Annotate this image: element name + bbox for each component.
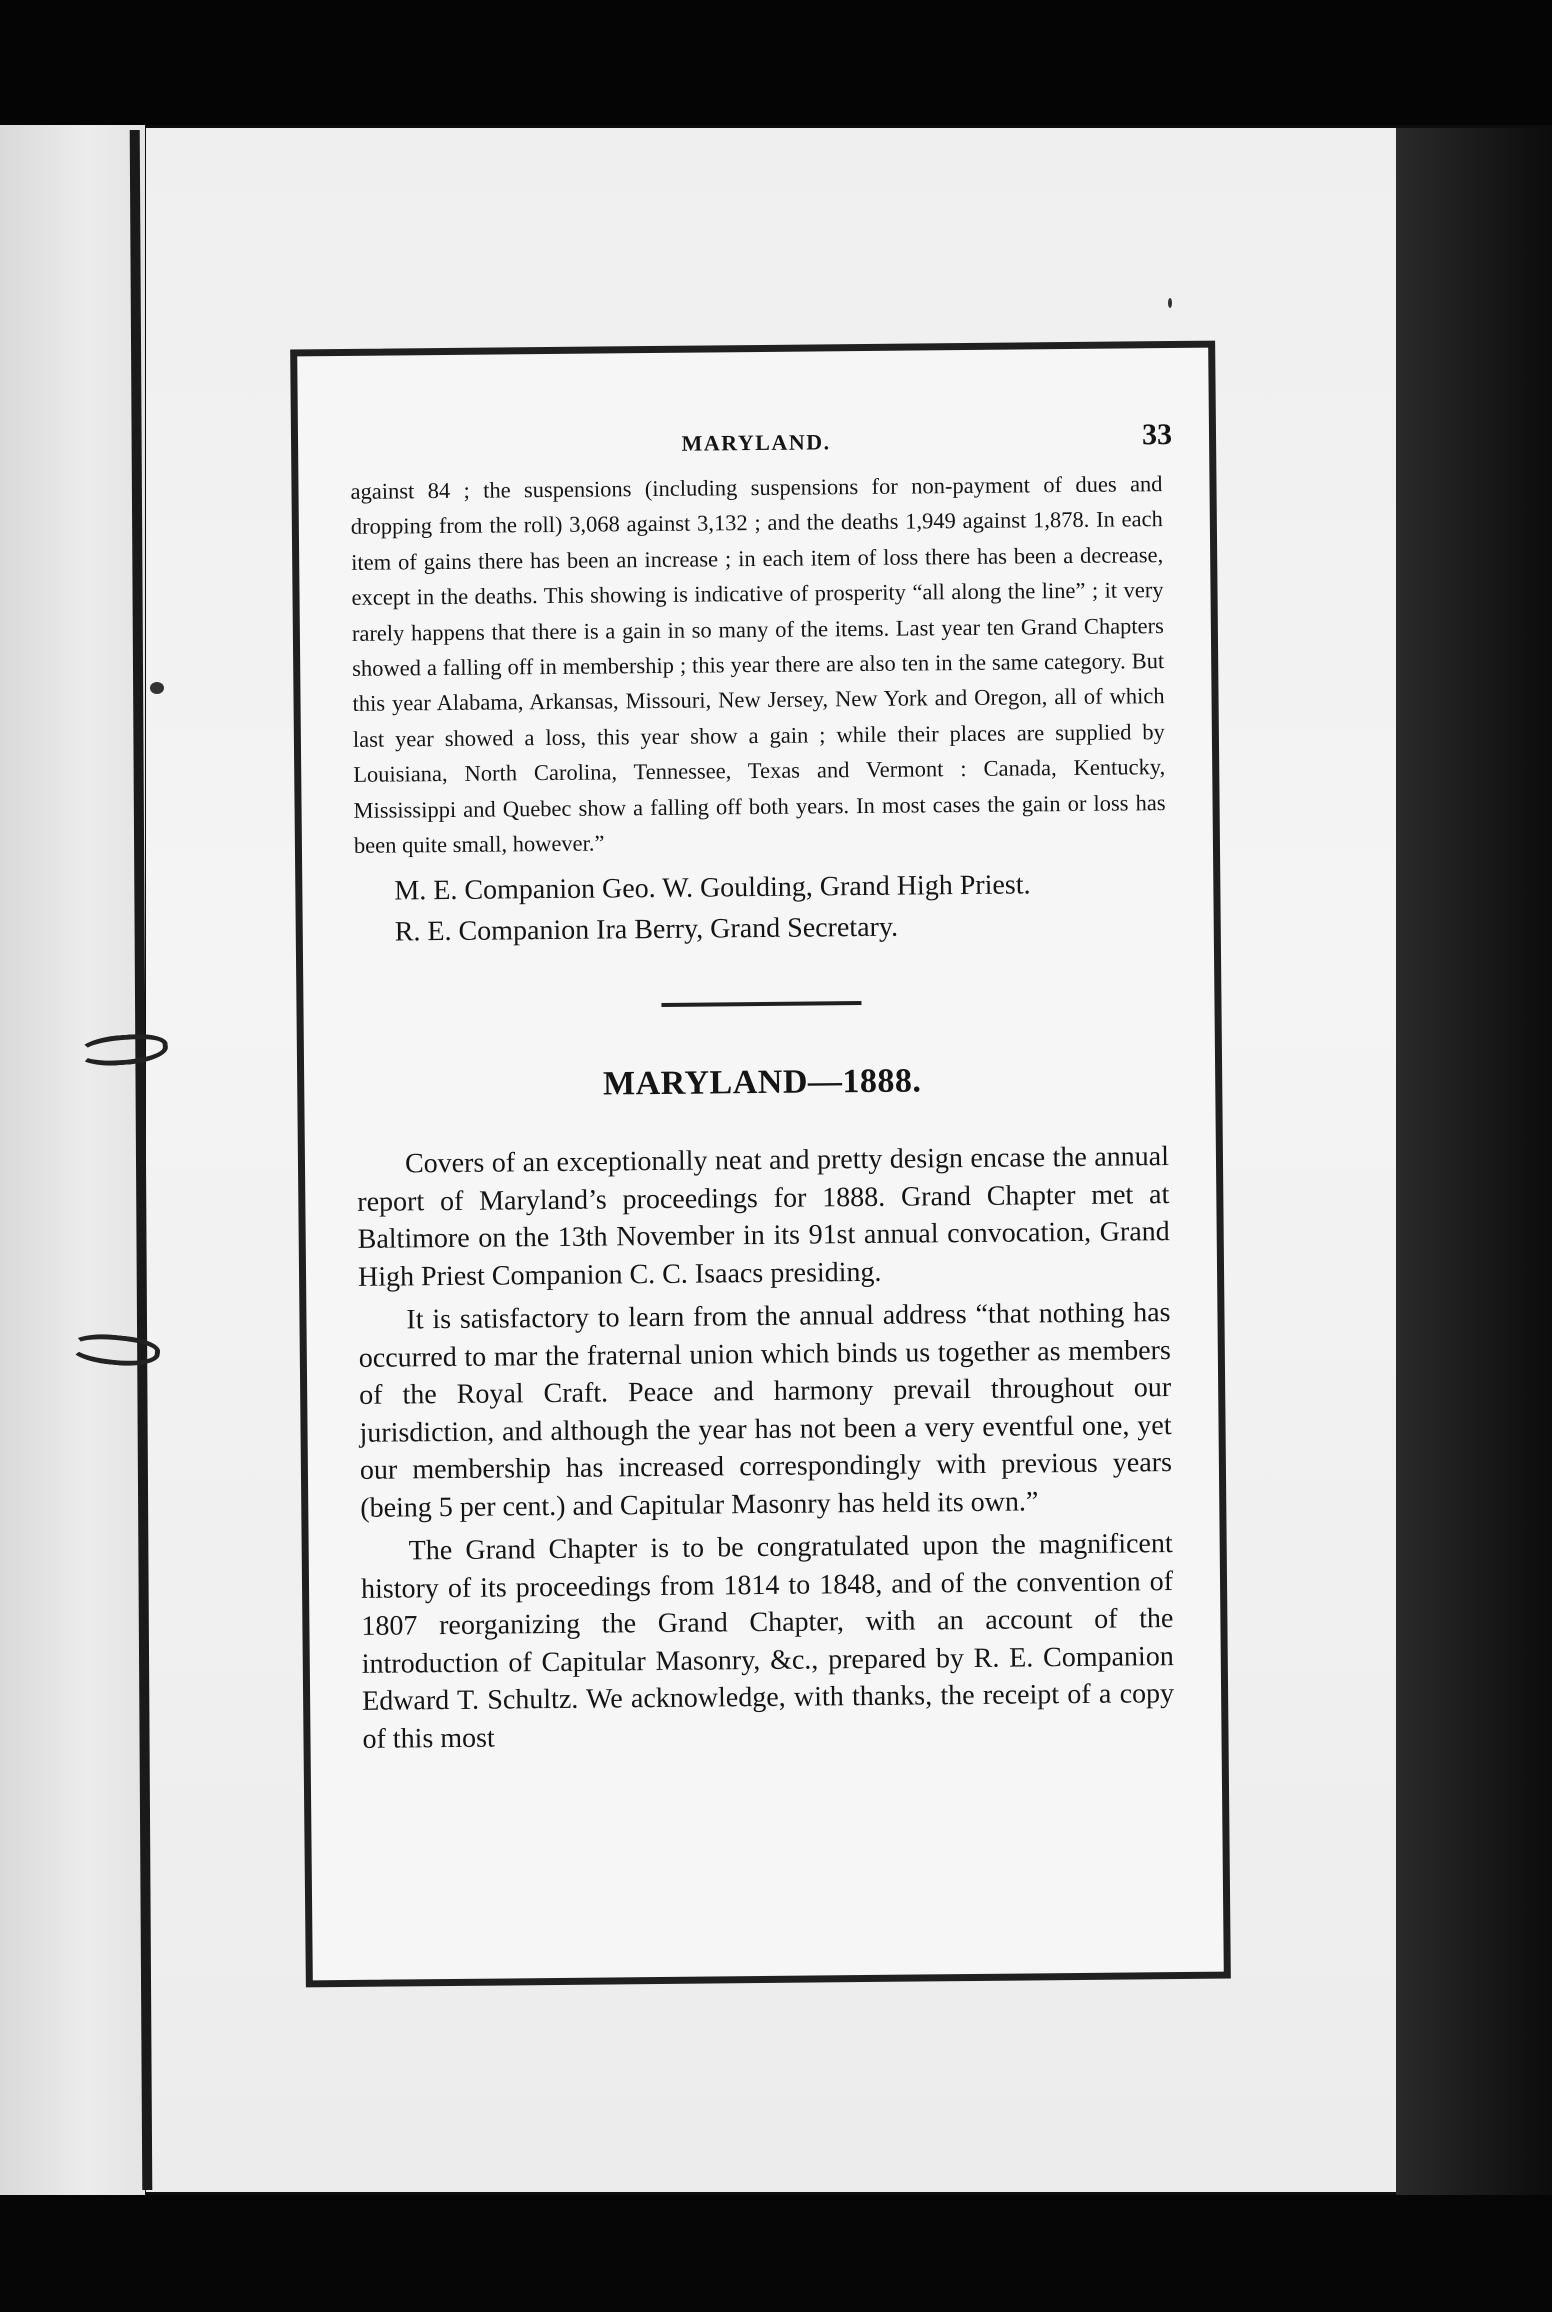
section-divider [661,1001,861,1007]
page-speck [150,682,164,694]
section-heading: MARYLAND—1888. [602,1062,922,1103]
officers-list [354,864,1167,954]
paragraph: Covers of an exceptionally neat and pretty design encase the annual report of Maryland’s proceedings for 1888. Grand Chapter met at Baltimore on the 13th November in its 91st annual convocation, Grand High Priest Companion C. C. Isaacs presiding. [357,1141,1170,1293]
page-speck [1168,298,1172,308]
paragraph: The Grand Chapter is to be congratulated upon the magnificent history of its proceedings from 1814 to 1848, and of the convention of 1807 reorganizing the Grand Chapter, with an account of the introduction of Capitular Masonry, &c., prepared by R. E. Companion Edward T. Schultz. We acknowledge, with thanks, the receipt of a copy of this most [360,1528,1175,1755]
paragraph: It is satisfactory to learn from the annual address “that nothing has occurred to mar the fraternal union which binds us together as members of the Royal Craft. Peace and harmony prevail throughout our jurisdiction, and although the year has not been a very eventful one, yet our membership has increased correspondingly with previous years (being 5 per cent.) and Capitular Masonry has held its own.” [358,1297,1173,1524]
continued-quotation: against 84 ; the suspensions (including suspensions for non-payment of dues and dropping from the roll) 3,068 against 3,132 ; and the deaths 1,949 against 1,878. In each item of gains there has been an increase ; in each item of loss there has been a decrease, except in the deaths. This showing is indicative of prosperity “all along the line” ; it very rarely happens that there is a gain in so many of the items. Last year ten Grand Chapters showed a falling off in membership ; this year there are also ten in the same category. But this year Alabama, Arkansas, Missouri, New Jersey, New York and Oregon, all of which last year showed a loss, this year show a gain ; while their places are supplied by Louisiana, North Carolina, Tennessee, Texas and Vermont : Canada, Kentucky, Mississippi and Quebec show a falling off both years. In most cases the gain or loss has been quite small, however.” [350,471,1166,858]
running-head-title: MARYLAND. [681,429,831,456]
scan-border-bottom [0,2195,1552,2312]
section-body [357,1139,1175,1759]
running-header [350,418,1173,466]
officer-line: R. E. Companion Ira Berry, Grand Secretary. [394,912,899,948]
scan-border-right [1396,128,1552,2195]
officer-line: M. E. Companion Geo. W. Goulding, Grand High Priest. [394,869,1031,907]
bordered-text-frame [290,341,1231,1988]
scan-border-top [0,0,1552,125]
page-number: 33 [1141,418,1173,452]
facing-page-edge [0,125,145,2195]
page-content [350,418,1175,1764]
